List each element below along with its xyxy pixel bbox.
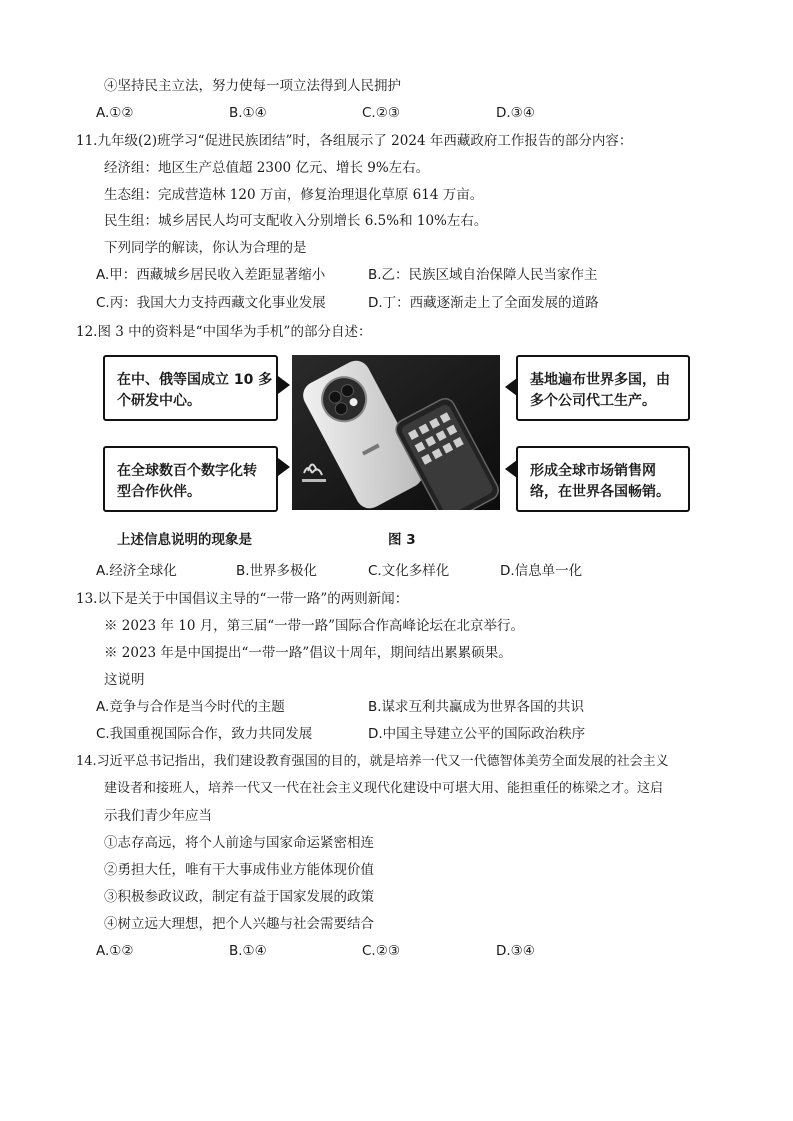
q13-prompt: 这说明	[104, 672, 145, 688]
q14-item-4: ④树立远大理想，把个人兴趣与社会需要结合	[104, 916, 374, 932]
bubble-bottom-right-text	[530, 458, 670, 506]
q11-line-livelihood: 民生组：城乡居民人均可支配收入分别增长 6.5%和 10%左右。	[104, 213, 488, 229]
q10-option-c: C.②③	[362, 105, 400, 121]
q11-option-b: B.乙：民族区域自治保障人民当家作主	[368, 267, 598, 283]
bubble-top-right-line2: 多个公司代工生产。	[530, 393, 656, 409]
q13-stem: 13.以下是关于中国倡议主导的“一带一路”的两则新闻：	[76, 591, 409, 607]
bubble-bottom-right-line2: 络，在世界各国畅销。	[530, 484, 670, 500]
q11-line-ecology: 生态组：完成营造林 120 万亩，修复治理退化草原 614 万亩。	[104, 187, 484, 203]
q13-option-b: B.谋求互利共赢成为世界各国的共识	[368, 699, 585, 715]
q14-item-1: ①志存高远，将个人前途与国家命运紧密相连	[104, 835, 374, 851]
bubble-top-right-line1: 基地遍布世界多国，由	[530, 372, 670, 388]
q14-option-c: C.②③	[362, 943, 400, 959]
q14-item-2: ②勇担大任，唯有干大事成伟业方能体现价值	[104, 862, 374, 878]
q12-question: 上述信息说明的现象是	[117, 532, 252, 548]
q11-option-a: A.甲：西藏城乡居民收入差距显著缩小	[96, 267, 326, 283]
bubble-top-left-tail	[278, 376, 290, 394]
q10-option-b: B.①④	[229, 105, 267, 121]
q14-item-3: ③积极参政议政，制定有益于国家发展的政策	[104, 889, 374, 905]
q11-option-c: C.丙：我国大力支持西藏文化事业发展	[96, 295, 326, 311]
huawei-phone-photo	[292, 355, 500, 510]
q13-option-a: A.竞争与合作是当今时代的主题	[96, 699, 285, 715]
q12-option-b: B.世界多极化	[236, 563, 318, 579]
q11-stem: 11.九年级(2)班学习“促进民族团结”时，各组展示了 2024 年西藏政府工作报告的部分内容：	[76, 133, 633, 149]
q12-stem: 12.图 3 中的资料是“中国华为手机”的部分自述：	[76, 324, 372, 340]
bubble-bottom-left-tail	[278, 458, 290, 476]
bubble-top-left-line1: 在中、俄等国成立 10 多	[117, 372, 273, 388]
q12-option-d: D.信息单一化	[500, 563, 583, 579]
bubble-top-left-text	[117, 367, 272, 415]
bubble-top-right	[516, 355, 690, 421]
bubble-bottom-right-line1: 形成全球市场销售网	[530, 463, 656, 479]
q14-option-d: D.③④	[496, 943, 535, 959]
bubble-top-left-line2: 个研发中心。	[117, 393, 201, 409]
q14-stem-line2: 建设者和接班人，培养一代又一代在社会主义现代化建设中可堪大用、能担重任的栋梁之才。这启	[104, 781, 664, 796]
q14-stem-line3: 示我们青少年应当	[104, 808, 212, 824]
q13-option-c: C.我国重视国际合作，致力共同发展	[96, 726, 313, 742]
bubble-bottom-left-line2: 型合作伙伴。	[117, 484, 201, 500]
q10-option-d: D.③④	[496, 105, 535, 121]
bubble-top-left	[103, 355, 278, 421]
q14-option-a: A.①②	[96, 943, 134, 959]
phone-illustration	[292, 355, 500, 510]
bubble-bottom-left-line1: 在全球数百个数字化转	[117, 463, 257, 479]
bubble-bottom-left	[103, 446, 278, 512]
bubble-top-right-text	[530, 367, 670, 415]
q11-line-economy: 经济组：地区生产总值超 2300 亿元、增长 9%左右。	[104, 160, 430, 176]
q14-option-b: B.①④	[229, 943, 267, 959]
q12-option-c: C.文化多样化	[368, 563, 450, 579]
q12-option-a: A.经济全球化	[96, 563, 177, 579]
q10-option-a: A.①②	[96, 105, 134, 121]
q11-option-d: D.丁：西藏逐渐走上了全面发展的道路	[368, 295, 599, 311]
q14-stem-line1: 14.习近平总书记指出，我们建设教育强国的目的，就是培养一代又一代德智体美劳全面发展的社会主义	[76, 754, 669, 769]
q13-news-2: ※ 2023 年是中国提出“一带一路”倡议十周年，期间结出累累硕果。	[104, 645, 512, 661]
q10-item4: ④坚持民主立法，努力使每一项立法得到人民拥护	[104, 78, 401, 94]
bubble-bottom-left-text	[117, 458, 257, 506]
q11-prompt: 下列同学的解读，你认为合理的是	[104, 240, 307, 256]
q13-option-d: D.中国主导建立公平的国际政治秩序	[368, 726, 586, 742]
figure-label: 图 3	[388, 532, 416, 548]
q13-news-1: ※ 2023 年 10 月，第三届“一带一路”国际合作高峰论坛在北京举行。	[104, 618, 525, 634]
bubble-bottom-right	[516, 446, 690, 512]
